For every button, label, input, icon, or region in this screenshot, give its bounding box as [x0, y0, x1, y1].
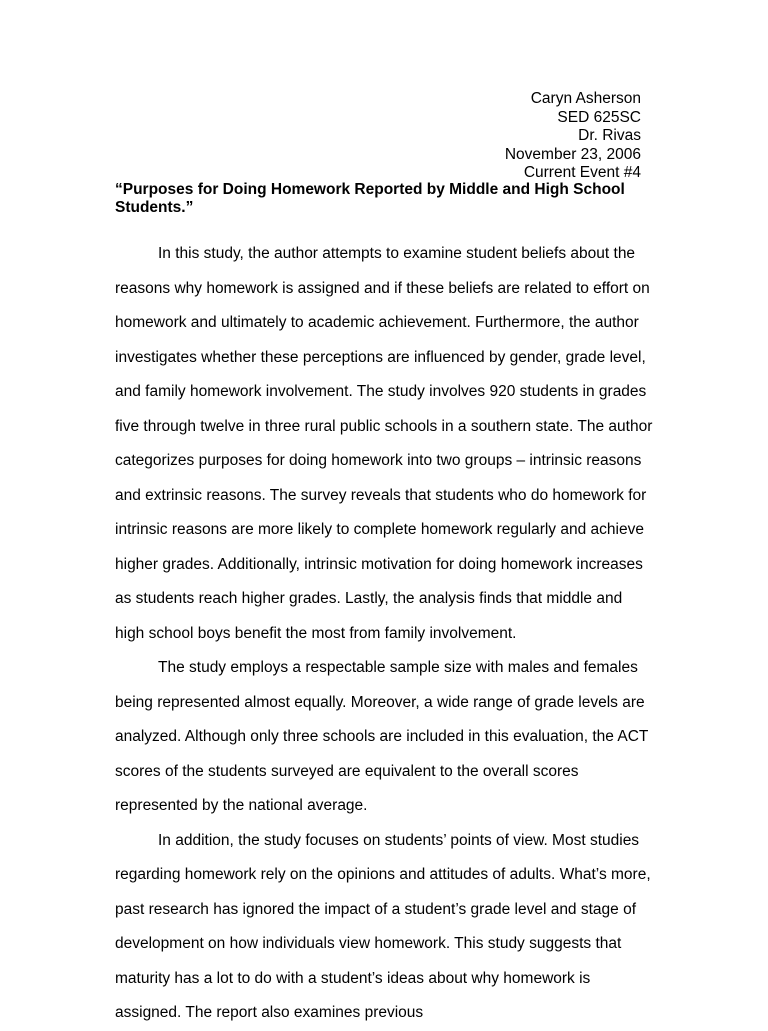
header-block — [505, 90, 641, 183]
instructor-name: Dr. Rivas — [578, 127, 641, 144]
document-title: “Purposes for Doing Homework Reported by Middle and High School Students.” — [115, 181, 625, 216]
paragraph-viewpoint: In addition, the study focuses on students’ points of view. Most studies regarding homework rely on the opinions and attitudes of adults. What’s more, past research has ignored the impact of a student’s grade level and stage of development on how individuals view homework. This study suggests that maturity has a lot to do with a student’s ideas about why homework is assigned. The report also examines previous — [115, 831, 651, 1021]
author-name: Caryn Asherson — [530, 90, 641, 107]
paragraph-summary: In this study, the author attempts to examine student beliefs about the reasons why homework is assigned and if these beliefs are related to effort on homework and ultimately to academic achievement. Furthermore, the author investigates whether these perceptions are influenced by gender, grade level, and family homework involvement. The study involves 920 students in grades five through twelve in three rural public schools in a southern state. The author categorizes purposes for doing homework into two groups – intrinsic reasons and extrinsic reasons. The survey reveals that students who do homework for intrinsic reasons are more likely to complete homework regularly and achieve higher grades. Additionally, intrinsic motivation for doing homework increases as students reach higher grades. Lastly, the analysis finds that middle and high school boys benefit the most from family involvement. — [115, 245, 653, 642]
body-text — [115, 237, 655, 1031]
paragraph-sample: The study employs a respectable sample size with males and females being represented almost equally. Moreover, a wide range of grade levels are analyzed. Although only three schools are included in this evaluation, the ACT scores of the students surveyed are equivalent to the overall scores represented by the national average. — [115, 659, 649, 814]
course-code: SED 625SC — [557, 108, 641, 126]
document-date: November 23, 2006 — [504, 145, 641, 163]
assignment-label: Current Event #4 — [523, 164, 641, 181]
